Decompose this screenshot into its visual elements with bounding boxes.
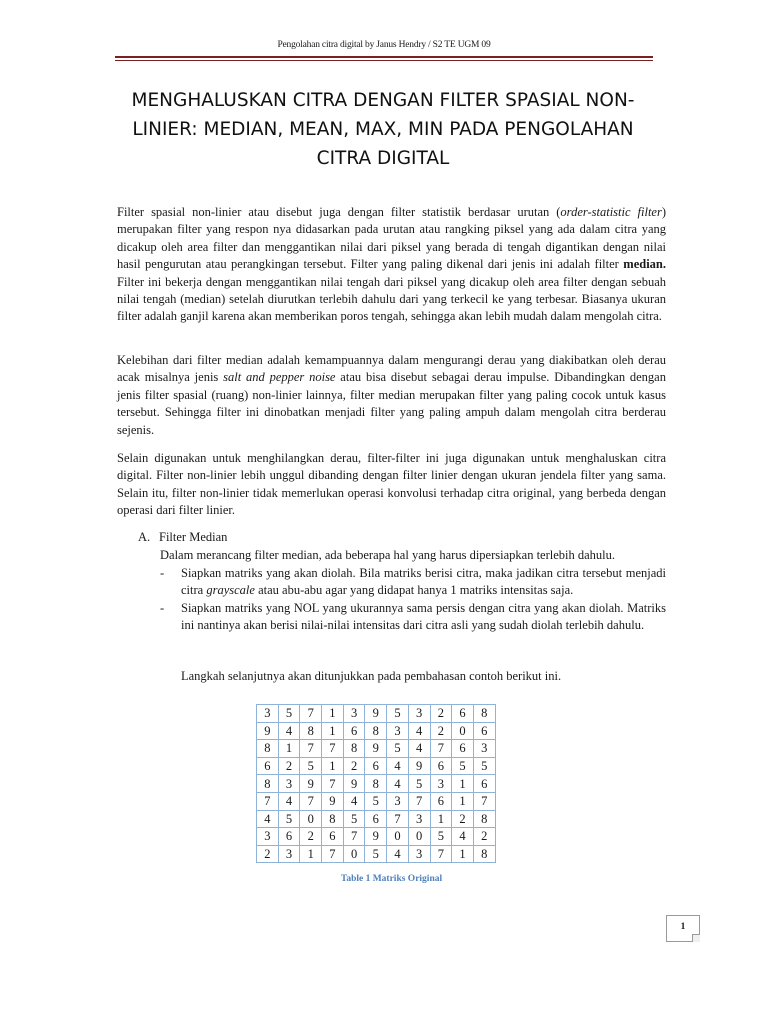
- matrix-cell: 6: [430, 792, 452, 810]
- matrix-cell: 7: [257, 792, 279, 810]
- matrix-cell: 7: [300, 705, 322, 723]
- matrix-cell: 7: [300, 792, 322, 810]
- paragraph-1: [117, 204, 666, 326]
- matrix-cell: 5: [300, 757, 322, 775]
- matrix-cell: 2: [430, 705, 452, 723]
- next-step-text: Langkah selanjutnya akan ditunjukkan pada pembahasan contoh berikut ini.: [181, 669, 562, 683]
- matrix-cell: 5: [387, 740, 409, 758]
- matrix-cell: 9: [408, 757, 430, 775]
- matrix-cell: 6: [365, 810, 387, 828]
- section-a-label: A.: [138, 530, 151, 544]
- matrix-cell: 4: [408, 740, 430, 758]
- matrix-cell: 2: [257, 845, 279, 863]
- matrix-cell: 3: [278, 775, 300, 793]
- matrix-cell: 6: [257, 757, 279, 775]
- matrix-cell: 9: [257, 722, 279, 740]
- matrix-cell: 6: [452, 740, 474, 758]
- bullet-1-italic-term: grayscale: [206, 583, 255, 598]
- table-row: [257, 705, 496, 723]
- table-row: [257, 757, 496, 775]
- matrix-cell: 1: [452, 792, 474, 810]
- matrix-cell: 3: [278, 845, 300, 863]
- matrix-cell: 8: [257, 775, 279, 793]
- table-row: [257, 775, 496, 793]
- matrix-cell: 4: [387, 757, 409, 775]
- bullet-dash: -: [160, 566, 165, 580]
- matrix-cell: 5: [452, 757, 474, 775]
- table-row: [257, 828, 496, 846]
- matrix-cell: 9: [365, 828, 387, 846]
- matrix-cell: 4: [452, 828, 474, 846]
- page-number: 1: [680, 922, 686, 932]
- page-fold-corner: [692, 934, 700, 942]
- matrix-cell: 3: [257, 828, 279, 846]
- matrix-cell: 0: [452, 722, 474, 740]
- bullet-list: [160, 565, 666, 635]
- matrix-cell: 9: [365, 740, 387, 758]
- paragraph-2: [117, 352, 666, 439]
- matrix-cell: 6: [452, 705, 474, 723]
- matrix-cell: 7: [300, 740, 322, 758]
- table-caption: Table 1 Matriks Original: [340, 874, 443, 884]
- matrix-cell: 4: [278, 792, 300, 810]
- paragraph-2-text-a: Kelebihan dari filter median adalah kemampuannya dalam mengurangi derau yang diakibatkan oleh derau acak misalnya jenis: [117, 353, 666, 385]
- matrix-cell: 6: [278, 828, 300, 846]
- bullet-1-text-c: atau abu-abu agar yang didapat hanya 1 matriks intensitas saja.: [254, 583, 574, 598]
- matrix-cell: 7: [473, 792, 495, 810]
- matrix-cell: 6: [473, 722, 495, 740]
- matrix-cell: 4: [343, 792, 365, 810]
- matrix-cell: 7: [430, 740, 452, 758]
- matrix-cell: 3: [343, 705, 365, 723]
- matrix-cell: 7: [322, 775, 344, 793]
- table-row: [257, 792, 496, 810]
- matrix-cell: 6: [365, 757, 387, 775]
- paragraph-2-italic-term: salt and pepper noise: [223, 370, 336, 385]
- matrix-cell: 7: [430, 845, 452, 863]
- matrix-cell: 6: [430, 757, 452, 775]
- matrix-cell: 3: [473, 740, 495, 758]
- matrix-cell: 1: [322, 757, 344, 775]
- bullet-dash: -: [160, 600, 165, 615]
- table-row: [257, 845, 496, 863]
- matrix-cell: 8: [343, 740, 365, 758]
- matrix-cell: 1: [322, 722, 344, 740]
- bullet-2-text: Siapkan matriks yang NOL yang ukurannya sama persis dengan citra yang akan diolah. Matriks ini nantinya akan berisi nilai-nilai intensitas dari citra asli yang sudah diolah terlebih dahulu.: [181, 600, 666, 633]
- matrix-table: [256, 704, 496, 863]
- list-item: [160, 600, 666, 635]
- matrix-cell: 8: [300, 722, 322, 740]
- matrix-cell: 1: [452, 845, 474, 863]
- matrix-cell: 9: [322, 792, 344, 810]
- matrix-cell: 8: [257, 740, 279, 758]
- section-a-intro: Dalam merancang filter median, ada beberapa hal yang harus dipersiapkan terlebih dahulu.: [160, 548, 616, 562]
- matrix-cell: 8: [473, 845, 495, 863]
- matrix-cell: 0: [300, 810, 322, 828]
- matrix-cell: 1: [300, 845, 322, 863]
- matrix-cell: 3: [387, 722, 409, 740]
- paragraph-2-text-c: atau bisa disebut sebagai derau impulse. Dibandingkan dengan jenis filter spasial (ruang) non-linier lainnya, filter median merupakan filter yang paling cocok untuk kasus tersebut. Sehingga filter ini dinobatkan menjadi filter yang paling ampuh dalam mengolah citra berderau sejenis.: [117, 370, 666, 437]
- matrix-cell: 8: [322, 810, 344, 828]
- section-a-title: Filter Median: [159, 530, 228, 544]
- matrix-cell: 5: [473, 757, 495, 775]
- matrix-cell: 6: [343, 722, 365, 740]
- running-header: Pengolahan citra digital by Janus Hendry / S2 TE UGM 09: [277, 40, 491, 50]
- matrix-cell: 1: [278, 740, 300, 758]
- matrix-cell: 2: [473, 828, 495, 846]
- matrix-cell: 2: [343, 757, 365, 775]
- matrix-cell: 8: [473, 810, 495, 828]
- header-rule-thin: [115, 60, 653, 61]
- matrix-cell: 9: [300, 775, 322, 793]
- matrix-cell: 0: [387, 828, 409, 846]
- matrix-cell: 1: [430, 810, 452, 828]
- paragraph-3: Selain digunakan untuk menghilangkan derau, filter-filter ini juga digunakan untuk menghaluskan citra digital. Filter non-linier lebih unggul dibanding dengan filter linier dengan ukuran jendela filter yang sama. Selain itu, filter non-linier tidak memerlukan operasi konvolusi terhadap citra original, yang berbeda dengan operasi dari filter linier.: [117, 451, 666, 518]
- matrix-cell: 2: [300, 828, 322, 846]
- matrix-cell: 3: [408, 810, 430, 828]
- matrix-cell: 3: [408, 705, 430, 723]
- matrix-cell: 9: [343, 775, 365, 793]
- matrix-cell: 8: [473, 705, 495, 723]
- matrix-cell: 9: [365, 705, 387, 723]
- matrix-cell: 3: [257, 705, 279, 723]
- table-row: [257, 722, 496, 740]
- paragraph-1-bold-term: median.: [623, 257, 666, 272]
- matrix-cell: 5: [408, 775, 430, 793]
- matrix-cell: 4: [278, 722, 300, 740]
- matrix-cell: 7: [322, 740, 344, 758]
- page-number-box: [666, 915, 700, 942]
- paragraph-1-text-a: Filter spasial non-linier atau disebut juga dengan filter statistik berdasar urutan (: [117, 205, 561, 219]
- matrix-cell: 4: [408, 722, 430, 740]
- matrix-cell: 0: [408, 828, 430, 846]
- matrix-cell: 8: [365, 775, 387, 793]
- matrix-cell: 4: [387, 845, 409, 863]
- matrix-cell: 5: [430, 828, 452, 846]
- matrix-cell: 7: [343, 828, 365, 846]
- paragraph-1-text-e: Filter ini bekerja dengan menggantikan nilai tengah dari piksel yang dicakup oleh area filter dengan sebuah nilai tengah (median) setelah diurutkan terlebih dahulu dari yang terkecil ke yang terbesar. Biasanya ukuran filter adalah ganjil karena akan memberikan poros tengah, sehingga akan lebih mudah dalam mengolah citra.: [117, 274, 666, 324]
- matrix-cell: 2: [452, 810, 474, 828]
- matrix-cell: 7: [322, 845, 344, 863]
- matrix-cell: 3: [430, 775, 452, 793]
- table-row: [257, 810, 496, 828]
- matrix-cell: 4: [257, 810, 279, 828]
- matrix-cell: 7: [408, 792, 430, 810]
- matrix-cell: 8: [365, 722, 387, 740]
- matrix-cell: 2: [430, 722, 452, 740]
- matrix-cell: 5: [278, 705, 300, 723]
- matrix-cell: 2: [278, 757, 300, 775]
- matrix-cell: 3: [387, 792, 409, 810]
- matrix-cell: 5: [387, 705, 409, 723]
- matrix-cell: 5: [343, 810, 365, 828]
- matrix-cell: 7: [387, 810, 409, 828]
- matrix-cell: 5: [278, 810, 300, 828]
- paragraph-1-text-c: ) merupakan filter yang respon nya didasarkan pada urutan atau rangking piksel yang ada dalam citra yang dicakup oleh area filter dan menggantikan nilai dari piksel yang berada di tengah digantikan dengan nilai hasil pengurutan atau perangkingan tersebut. Filter yang paling dikenal dari jenis ini adalah filter: [117, 205, 667, 272]
- matrix-cell: 1: [452, 775, 474, 793]
- table-row: [257, 740, 496, 758]
- section-a-heading: [138, 529, 227, 546]
- matrix-cell: 5: [365, 792, 387, 810]
- header-rule-thick: [115, 56, 653, 58]
- paragraph-1-italic-term: order-statistic filter: [560, 205, 662, 219]
- matrix-cell: 4: [387, 775, 409, 793]
- bullet-1-text-a: Siapkan matriks yang akan diolah. Bila matriks berisi citra, maka jadikan citra tersebut menjadi citra: [181, 566, 666, 598]
- matrix-cell: 6: [322, 828, 344, 846]
- matrix-cell: 6: [473, 775, 495, 793]
- matrix-cell: 0: [343, 845, 365, 863]
- list-item: [160, 565, 666, 600]
- document-title: MENGHALUSKAN CITRA DENGAN FILTER SPASIAL NON-LINIER: MEDIAN, MEAN, MAX, MIN PADA PENGOLAHAN CITRA DIGITAL: [131, 90, 635, 169]
- matrix-cell: 5: [365, 845, 387, 863]
- matrix-cell: 3: [408, 845, 430, 863]
- matrix-cell: 1: [322, 705, 344, 723]
